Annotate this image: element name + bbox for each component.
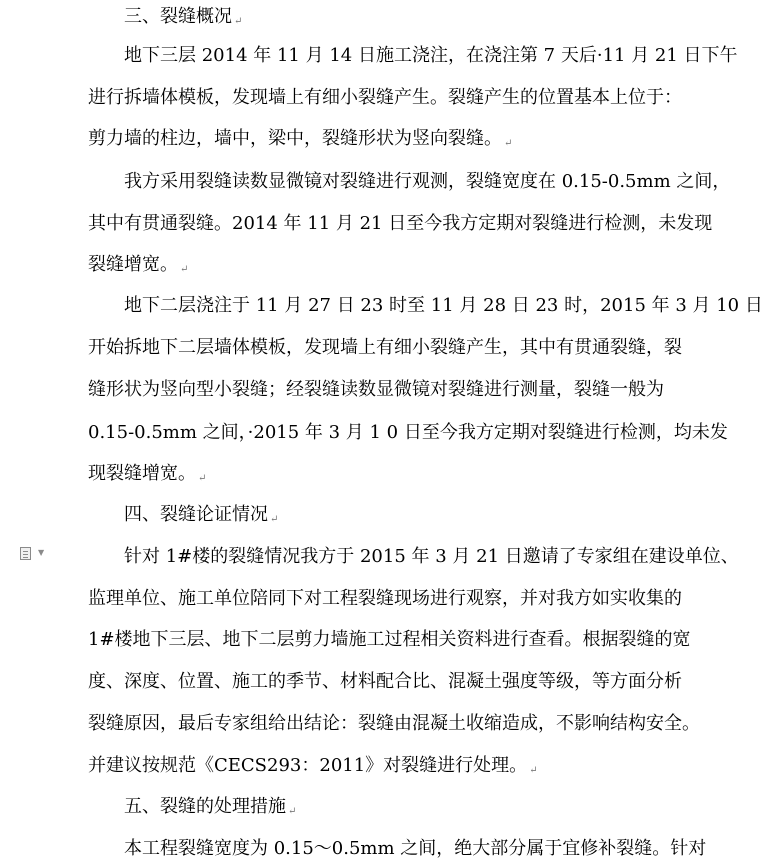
chevron-down-icon[interactable]: ▼ (38, 548, 45, 557)
paragraph-mark-icon: ↵ (198, 473, 207, 484)
paragraph-mark-icon: ↵ (529, 765, 538, 776)
heading-text: 五、裂缝的处理措施 (124, 796, 286, 817)
text: 并建议按规范《CECS293：2011》对裂缝进行处理。 (88, 755, 528, 776)
text: 裂缝增宽。 (88, 254, 178, 275)
text: 现裂缝增宽。 (88, 463, 196, 484)
text-line: 本工程裂缝宽度为 0.15～0.5mm 之间，绝大部分属于宜修补裂缝。针对 (124, 838, 707, 859)
heading-text: 三、裂缝概况 (124, 6, 232, 27)
text-line-last (88, 253, 188, 282)
text-line: 开始拆地下二层墙体模板，发现墙上有细小裂缝产生，其中有贯通裂缝，裂 (88, 337, 682, 358)
section-heading-3 (124, 5, 242, 34)
text-line: 缝形状为竖向型小裂缝；经裂缝读数显微镜对裂缝进行测量，裂缝一般为 (88, 379, 664, 400)
paragraph-mark-icon: ↵ (234, 16, 243, 27)
heading-text: 四、裂缝论证情况 (124, 504, 268, 525)
text-line: 裂缝原因，最后专家组给出结论：裂缝由混凝土收缩造成，不影响结构安全。 (88, 713, 700, 734)
text-line: 地下二层浇注于 11 月 27 日 23 时至 11 月 28 日 23 时，2015 年 3 月 10 日 (124, 295, 763, 316)
text-line: 1#楼地下三层、地下二层剪力墙施工过程相关资料进行查看。根据裂缝的宽 (88, 629, 691, 650)
text-line: 进行拆墙体模板，发现墙上有细小裂缝产生。裂缝产生的位置基本上位于： (88, 87, 682, 108)
text-line-last (88, 127, 512, 156)
text-line-last (88, 754, 538, 783)
text-line: 0.15-0.5mm 之间，·2015 年 3 月 1 0 日至今我方定期对裂缝进行检测，均未发 (88, 422, 728, 443)
paragraph-mark-icon: ↵ (288, 806, 297, 817)
text-line: 监理单位、施工单位陪同下对工程裂缝现场进行观察，并对我方如实收集的 (88, 588, 682, 609)
paragraph-mark-icon: ↵ (270, 514, 279, 525)
paragraph-options-icon[interactable] (20, 547, 31, 560)
paragraph-mark-icon: ↵ (180, 264, 189, 275)
text-line: 其中有贯通裂缝。2014 年 11 月 21 日至今我方定期对裂缝进行检测，未发现 (88, 213, 713, 234)
text-line: 针对 1#楼的裂缝情况我方于 2015 年 3 月 21 日邀请了专家组在建设单位、 (124, 546, 739, 567)
text-line-last (88, 462, 206, 491)
text-line: 度、深度、位置、施工的季节、材料配合比、混凝土强度等级，等方面分析 (88, 671, 682, 692)
text-line: 地下三层 2014 年 11 月 14 日施工浇注，在浇注第 7 天后·11 月 21 日下午 (124, 45, 738, 66)
text: 剪力墙的柱边，墙中，梁中，裂缝形状为竖向裂缝。 (88, 128, 502, 149)
paragraph-mark-icon: ↵ (504, 138, 513, 149)
text-line: 我方采用裂缝读数显微镜对裂缝进行观测，裂缝宽度在 0.15-0.5mm 之间， (124, 171, 731, 192)
section-heading-5 (124, 795, 296, 824)
section-heading-4 (124, 503, 278, 532)
